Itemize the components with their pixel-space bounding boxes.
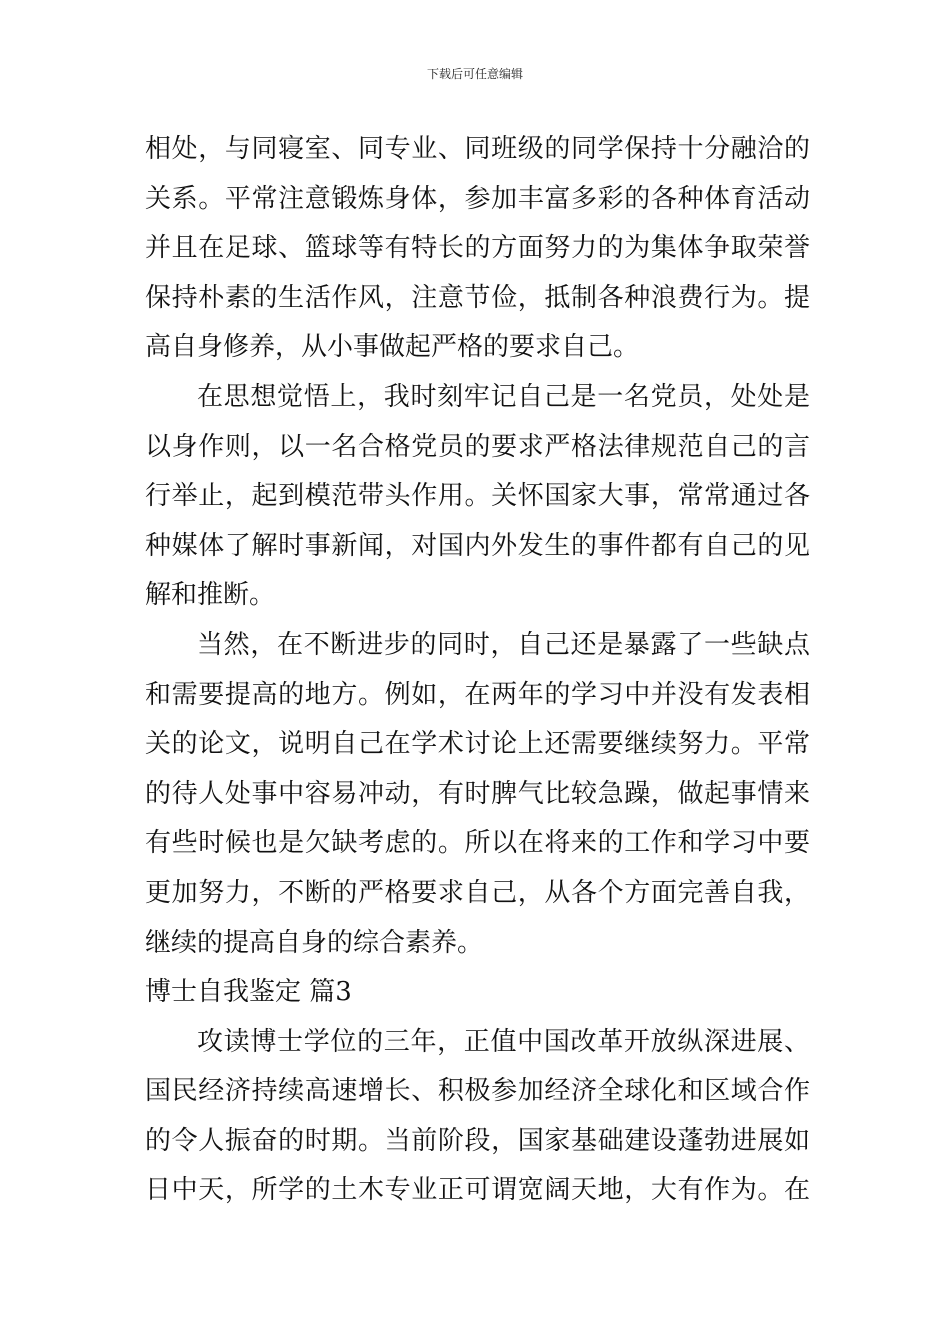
section-heading: 博士自我鉴定 篇3 bbox=[145, 977, 352, 1008]
paragraph-3 bbox=[145, 621, 810, 968]
paragraph-2 bbox=[145, 373, 810, 621]
page-header-note: 下载后可任意编辑 bbox=[426, 67, 523, 81]
text-line: 在思想觉悟上，我时刻牢记自己是一名党员，处处是 bbox=[197, 381, 810, 412]
text-line: 和需要提高的地方。例如，在两年的学习中并没有发表相 bbox=[145, 679, 810, 710]
text-line: 有些时候也是欠缺考虑的。所以在将来的工作和学习中要 bbox=[145, 828, 810, 859]
text-line: 相处，与同寝室、同专业、同班级的同学保持十分融洽的 bbox=[145, 134, 810, 164]
text-line: 国民经济持续高速增长、积极参加经济全球化和区域合作 bbox=[145, 1076, 810, 1107]
section-paragraph bbox=[145, 1018, 810, 1216]
text-line: 日中天，所学的土木专业正可谓宽阔天地，大有作为。在 bbox=[145, 1175, 810, 1206]
text-line: 种媒体了解时事新闻，对国内外发生的事件都有自己的见 bbox=[145, 530, 810, 561]
text-line: 保持朴素的生活作风，注意节俭，抵制各种浪费行为。提 bbox=[145, 282, 810, 313]
paragraph-1 bbox=[145, 125, 810, 373]
text-line: 解和推断。 bbox=[145, 580, 276, 611]
text-line: 高自身修养，从小事做起严格的要求自己。 bbox=[145, 332, 640, 363]
text-line: 行举止，起到模范带头作用。关怀国家大事，常常通过各 bbox=[145, 481, 810, 512]
document-body bbox=[145, 125, 810, 1216]
text-line: 的令人振奋的时期。当前阶段，国家基础建设蓬勃进展如 bbox=[145, 1125, 810, 1156]
text-line: 关系。平常注意锻炼身体，参加丰富多彩的各种体育活动 bbox=[145, 183, 810, 214]
text-line: 关的论文，说明自己在学术讨论上还需要继续努力。平常 bbox=[145, 729, 810, 760]
text-line: 当然，在不断进步的同时，自己还是暴露了一些缺点 bbox=[197, 629, 810, 660]
text-line: 继续的提高自身的综合素养。 bbox=[145, 927, 484, 958]
text-line: 攻读博士学位的三年，正值中国改革开放纵深进展、 bbox=[197, 1026, 810, 1057]
text-line: 并且在足球、篮球等有特长的方面努力的为集体争取荣誉 bbox=[145, 233, 810, 264]
text-line: 以身作则，以一名合格党员的要求严格法律规范自己的言 bbox=[145, 431, 810, 462]
text-line: 更加努力，不断的严格要求自己，从各个方面完善自我， bbox=[145, 877, 810, 908]
text-line: 的待人处事中容易冲动，有时脾气比较急躁，做起事情来 bbox=[145, 778, 810, 809]
